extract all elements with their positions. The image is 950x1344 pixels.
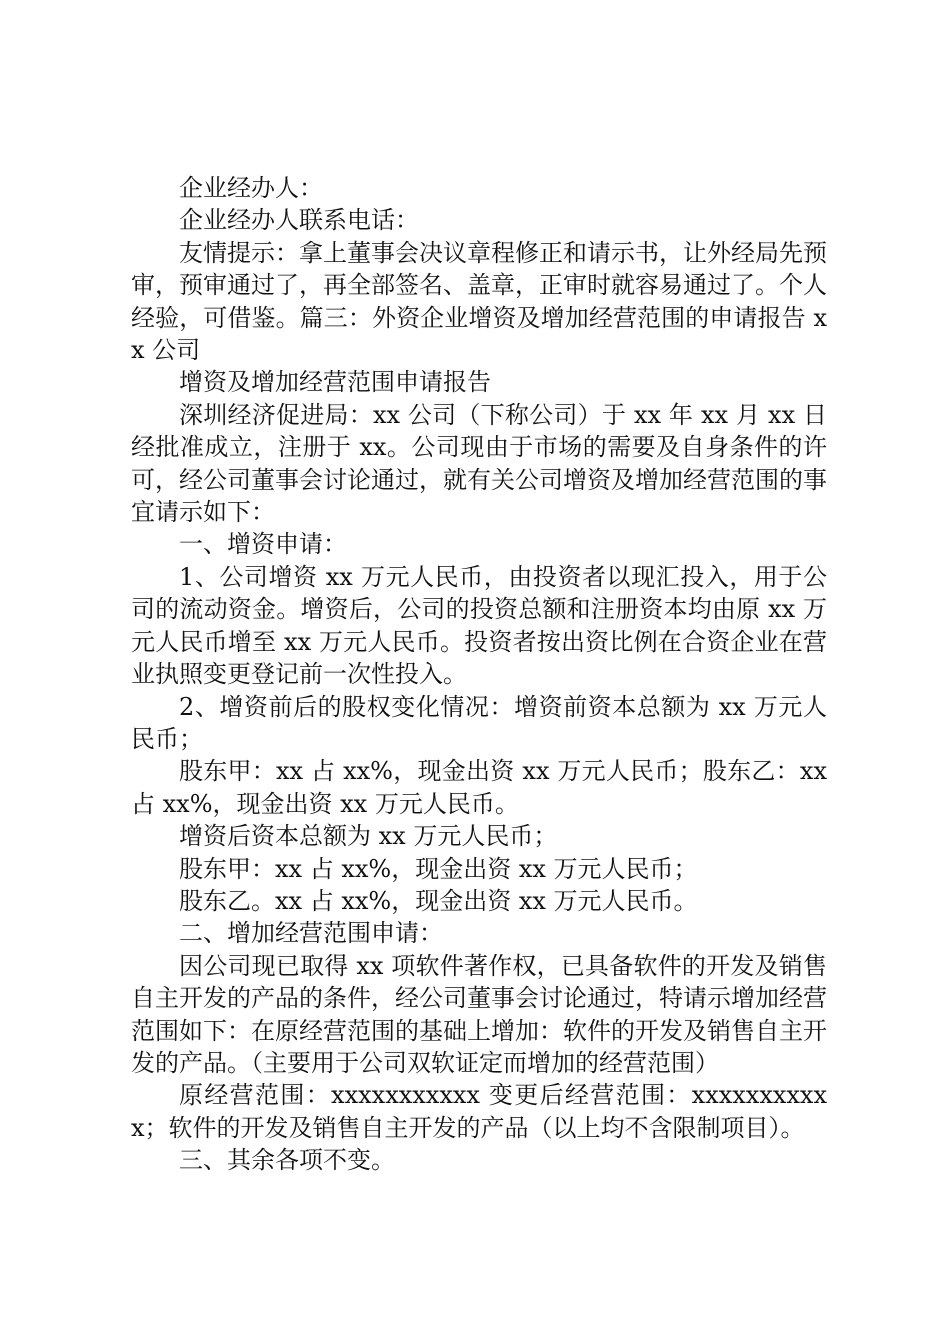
paragraph-contact-phone: 企业经办人联系电话： — [179, 206, 419, 235]
paragraph-contact-person: 企业经办人： — [179, 174, 323, 202]
paragraph-scope-reason: 因公司现已取得 xx 项软件著作权，已具备软件的开发及销售自主开发的产品的条件，经公司董事会讨论通过，特请示增加经营范围如下：在原经营范围的基础上增加：软件的开发及销售自主开发的产品。（主要用于公司双软证定而增加的经营范围） — [131, 951, 827, 1077]
paragraph-item-two: 2、增资前后的股权变化情况：增资前资本总额为 xx 万元人民币； — [131, 692, 827, 753]
paragraph-item-one: 1、公司增资 xx 万元人民币，由投资者以现汇投入，用于公司的流动资金。增资后，公司的投资总额和注册资本均由原 xx 万元人民币增至 xx 万元人民币。投资者按出资比例在合资企业在营业执照变更登记前一次性投入。 — [131, 562, 827, 689]
paragraph-friendly-tip: 友情提示：拿上董事会决议章程修正和请示书，让外经局先预审，预审通过了，再全部签名、盖章，正审时就容易通过了。个人经验，可借鉴。篇三：外资企业增资及增加经营范围的申请报告 xx 公司 — [131, 238, 827, 365]
paragraph-shareholders-before: 股东甲：xx 占 xx%，现金出资 xx 万元人民币；股东乙：xx 占 xx%，现金出资 xx 万元人民币。 — [131, 757, 835, 818]
paragraph-shareholder-a-after: 股东甲：xx 占 xx%，现金出资 xx 万元人民币； — [179, 854, 698, 883]
paragraph-report-title: 增资及增加经营范围申请报告 — [179, 368, 491, 397]
paragraph-section-one-heading: 一、增资申请： — [179, 530, 347, 559]
paragraph-capital-after: 增资后资本总额为 xx 万元人民币； — [179, 822, 558, 851]
paragraph-addressee: 深圳经济促进局：xx 公司（下称公司）于 xx 年 xx 月 xx 日经批准成立，注册于 xx。公司现由于市场的需要及自身条件的许可，经公司董事会讨论通过，就有关公司增资及增加经营范围的事宜请示如下： — [131, 400, 827, 527]
paragraph-section-three: 三、其余各项不变。 — [179, 1146, 395, 1175]
document-body — [131, 172, 835, 1177]
paragraph-section-two-heading: 二、增加经营范围申请： — [179, 919, 443, 948]
paragraph-shareholder-b-after: 股东乙。xx 占 xx%，现金出资 xx 万元人民币。 — [179, 886, 698, 915]
paragraph-scope-change: 原经营范围：xxxxxxxxxxx 变更后经营范围：xxxxxxxxxxx；软件的开发及销售自主开发的产品（以上均不含限制项目）。 — [131, 1081, 827, 1142]
